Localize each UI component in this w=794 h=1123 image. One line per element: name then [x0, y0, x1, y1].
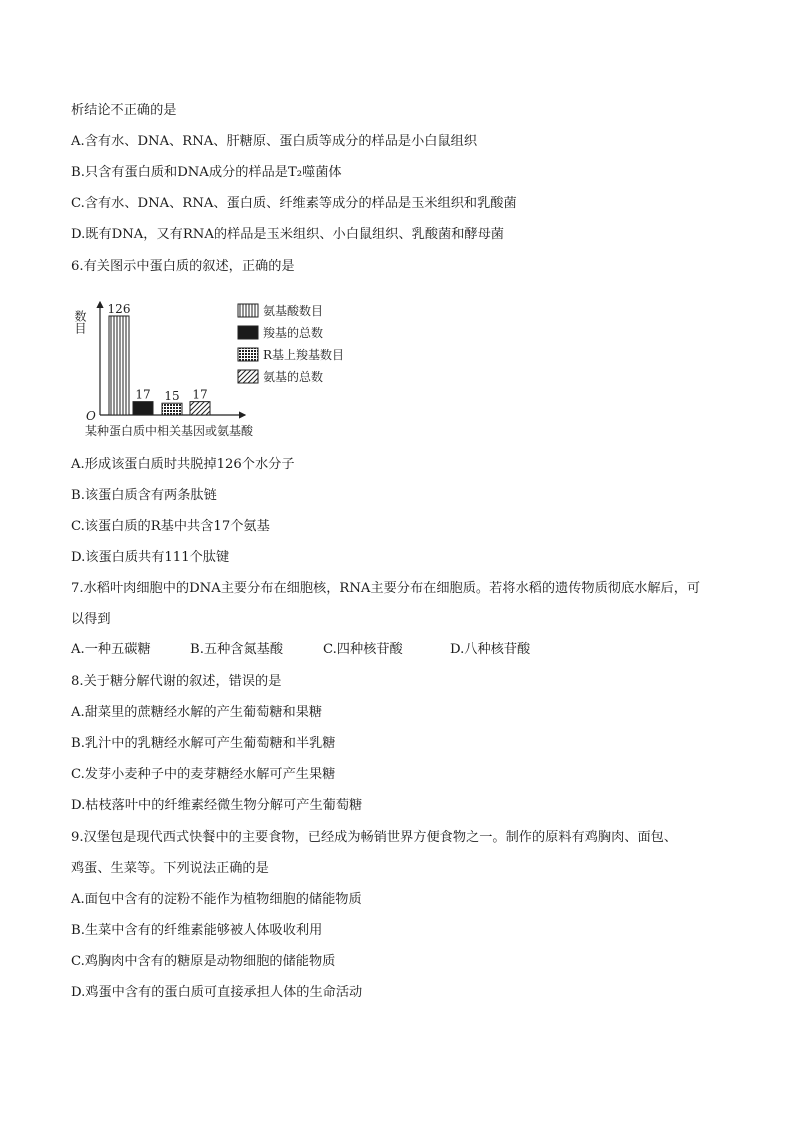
- q6-stem: 6.有关图示中蛋白质的叙述，正确的是: [71, 259, 295, 274]
- bar-value-label: 15: [164, 389, 180, 404]
- bar-value-label: 17: [135, 387, 151, 402]
- q5-option-a: A.含有水、DNA、RNA、肝糖原、蛋白质等成分的样品是小白鼠组织: [71, 134, 478, 149]
- q9-stem-line2: 鸡蛋、生菜等。下列说法正确的是: [71, 861, 269, 876]
- bar-value-label: 126: [107, 302, 131, 316]
- q6-option-d: D.该蛋白质共有111个肽键: [71, 550, 230, 565]
- q7-stem-line2: 以得到: [71, 612, 111, 627]
- legend-swatch: [238, 348, 258, 361]
- q7-option-a: A.一种五碳糖: [71, 642, 151, 657]
- bars: [108, 302, 210, 415]
- q9-option-c: C.鸡胸肉中含有的糖原是动物细胞的储能物质: [71, 954, 336, 969]
- legend-swatch: [238, 304, 258, 317]
- legend-swatch: [238, 326, 258, 339]
- legend-label: R基上羧基数目: [263, 348, 345, 362]
- q5-option-d: D.既有DNA，又有RNA的样品是玉米组织、小白鼠组织、乳酸菌和酵母菌: [71, 227, 504, 242]
- origin-label: O: [86, 409, 96, 423]
- protein-bar-chart: [73, 296, 370, 444]
- q6-option-b: B.该蛋白质含有两条肽链: [71, 488, 217, 503]
- bar-total-carboxyl: [133, 402, 153, 415]
- q9-option-a: A.面包中含有的淀粉不能作为植物细胞的储能物质: [71, 892, 362, 907]
- q6-option-a: A.形成该蛋白质时共脱掉126个水分子: [71, 457, 295, 472]
- bar-amino-acids: [109, 316, 129, 415]
- q5-option-b: B.只含有蛋白质和DNA成分的样品是T₂噬菌体: [71, 165, 342, 180]
- q5-stem-tail: 析结论不正确的是: [71, 103, 177, 118]
- q7-stem-line1: 7.水稻叶肉细胞中的DNA主要分布在细胞核，RNA主要分布在细胞质。若将水稻的遗传物质彻底水解后，可: [71, 581, 701, 596]
- legend-label: 氨基的总数: [263, 370, 324, 384]
- q8-option-d: D.枯枝落叶中的纤维素经微生物分解可产生葡萄糖: [71, 798, 363, 813]
- q5-option-c: C.含有水、DNA、RNA、蛋白质、纤维素等成分的样品是玉米组织和乳酸菌: [71, 196, 517, 211]
- q6-option-c: C.该蛋白质的R基中共含17个氨基: [71, 519, 270, 534]
- q7-option-b: B.五种含氮基酸: [190, 642, 284, 657]
- q8-option-a: A.甜菜里的蔗糖经水解的产生葡萄糖和果糖: [71, 705, 323, 720]
- q8-option-b: B.乳汁中的乳糖经水解可产生葡萄糖和半乳糖: [71, 736, 336, 751]
- bar-r-carboxyl: [162, 403, 182, 415]
- q7-option-c: C.四种核苷酸: [323, 642, 403, 657]
- q8-option-c: C.发芽小麦种子中的麦芽糖经水解可产生果糖: [71, 767, 336, 782]
- y-axis-label: 数目: [73, 310, 87, 334]
- legend-swatch: [238, 370, 258, 383]
- q7-option-d: D.八种核苷酸: [450, 642, 531, 657]
- bar-value-label: 17: [192, 387, 208, 402]
- q9-stem-line1: 9.汉堡包是现代西式快餐中的主要食物，已经成为畅销世界方便食物之一。制作的原料有鸡胸肉、面包、: [71, 830, 678, 845]
- x-axis-label: 某种蛋白质中相关基因或氨基酸: [85, 424, 254, 438]
- q9-option-d: D.鸡蛋中含有的蛋白质可直接承担人体的生命活动: [71, 985, 363, 1000]
- q9-option-b: B.生菜中含有的纤维素能够被人体吸收利用: [71, 923, 323, 938]
- q8-stem: 8.关于糖分解代谢的叙述，错误的是: [71, 674, 282, 689]
- legend: [238, 303, 344, 384]
- bar-total-amino: [190, 402, 210, 415]
- legend-label: 羧基的总数: [263, 326, 324, 340]
- legend-label: 氨基酸数目: [263, 304, 324, 318]
